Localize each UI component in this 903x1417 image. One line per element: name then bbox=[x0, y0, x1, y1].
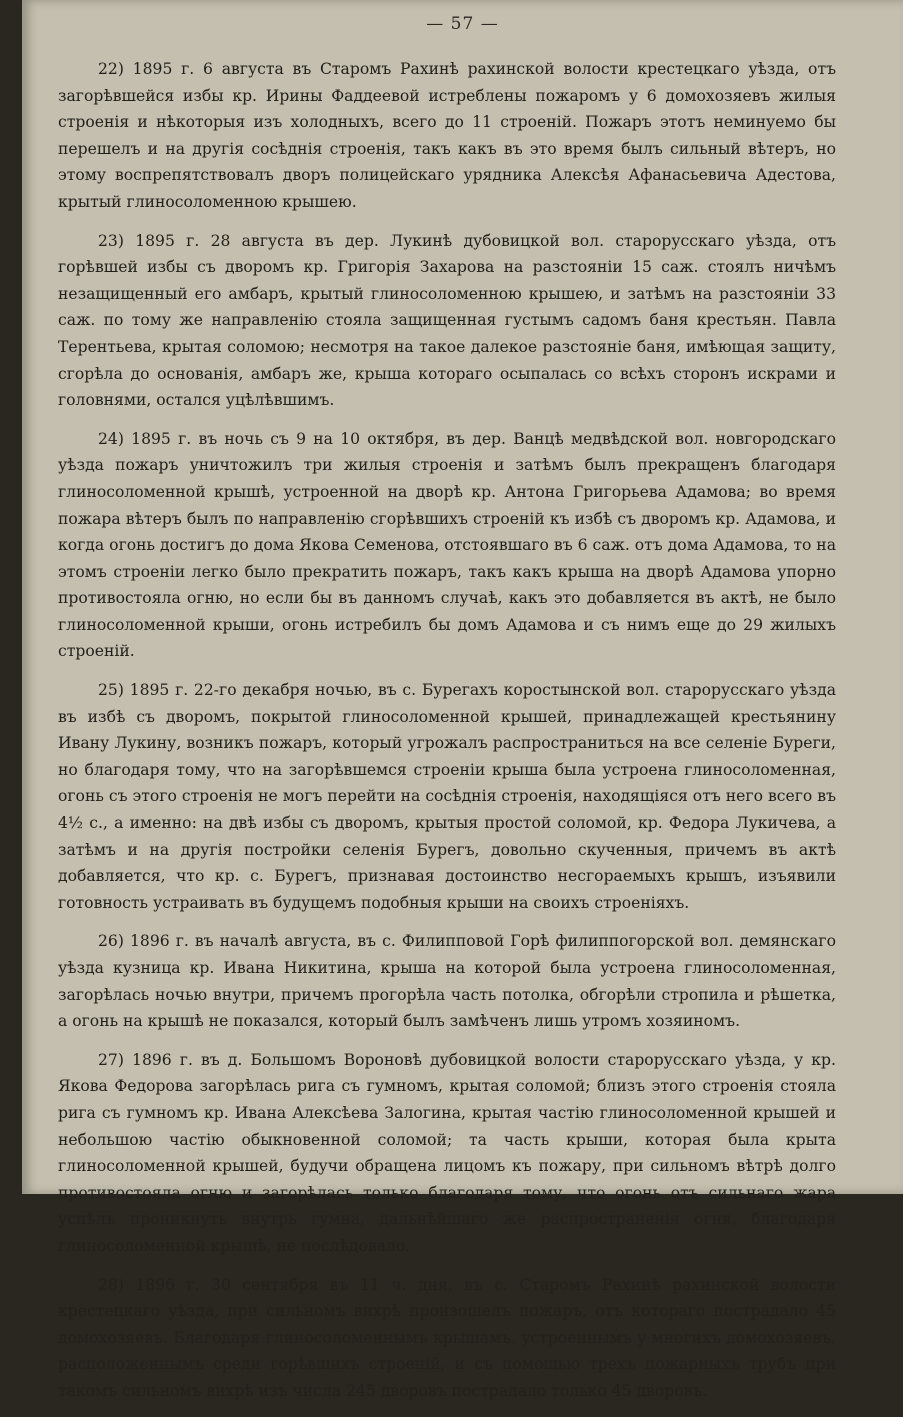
entry-23: 23) 1895 г. 28 августа въ дер. Лукинѣ дубовицкой вол. старорусскаго уѣзда, отъ горѣвшей избы съ дворомъ кр. Григорія Захарова на разстояніи 15 саж. стоялъ ничѣмъ незащищенный его амбаръ, крытый глиносоломенною крышею, и затѣмъ на разстояніи 33 саж. по тому же направленію стояла защищенная густымъ садомъ баня крестьян. Павла Терентьева, крытая соломою; несмотря на такое далекое разстояніе баня, имѣющая защиту, сгорѣла до основанія, амбаръ же, крыша котораго осыпалась со всѣхъ сторонъ искрами и головнями, остался уцѣлѣвшимъ. bbox=[58, 231, 836, 410]
entry-22: 22) 1895 г. 6 августа въ Старомъ Рахинѣ рахинской волости крестецкаго уѣзда, отъ загорѣвшейся избы кр. Ирины Фаддеевой истреблены пожаромъ у 6 домохозяевъ жилыя строенія и нѣкоторыя изъ холодныхъ, всего до 11 строеній. Пожаръ этотъ неминуемо бы перешелъ и на другія сосѣднія строенія, такъ какъ въ это время былъ сильный вѣтеръ, но этому воспрепятствовалъ дворъ полицейскаго урядника Алексѣя Афанасьевича Адестова, крытый глиносоломенною крышею. bbox=[58, 60, 836, 211]
entry-26: 26) 1896 г. въ началѣ августа, въ с. Филипповой Горѣ филиппогорской вол. демянскаго уѣзда кузница кр. Ивана Никитина, крыша на которой была устроена глиносоломенная, загорѣлась ночью внутри, причемъ прогорѣла часть потолка, обгорѣли стропила и рѣшетка, а огонь на крышѣ не показался, который былъ замѣченъ лишь утромъ хозяиномъ. bbox=[58, 932, 836, 1031]
entry-25: 25) 1895 г. 22-го декабря ночью, въ с. Бурегахъ коростынской вол. старорусскаго уѣзда въ избѣ съ дворомъ, покрытой глиносоломенной крышей, принадлежащей крестьянину Ивану Лукину, возникъ пожаръ, который угрожалъ распространиться на все селеніе Буреги, но благодаря тому, что на загорѣвшемся строеніи крыша была устроена глиносоломенная, огонь съ этого строенія не могъ перейти на сосѣднія строенія, находящіяся отъ него всего въ 4½ с., а именно: на двѣ избы съ дворомъ, крытыя простой соломой, кр. Федора Лукичева, а затѣмъ и на другія постройки селенія Бурегъ, довольно скученныя, причемъ въ актѣ добавляется, что кр. с. Бурегъ, признавая достоинство несгораемыхъ крышъ, изъявили готовность устраивать въ будущемъ подобныя крыши на своихъ строеніяхъ. bbox=[58, 681, 836, 912]
page-body bbox=[58, 56, 836, 1417]
entry-28: 28) 1896 г. 30 сентября въ 11 ч. дня, въ с. Старомъ Рахинѣ рахинской волости крестецкаго уѣзда, при сильномъ вихрѣ произошелъ пожаръ, отъ котораго пострадало 45 домохозяевъ. Благодаря глиносоломеннымъ крышамъ, устроеннымъ у многихъ домохозяевъ, расположеннымъ среди горѣвшихъ строеній, и съ помощью трехъ пожарныхъ трубъ при такомъ сильномъ вихрѣ изъ числа 245 дворовъ пострадало только 45 дворовъ. bbox=[58, 1275, 836, 1400]
page-number: — 57 — bbox=[426, 14, 499, 34]
book-page bbox=[22, 0, 903, 1400]
entry-27: 27) 1896 г. въ д. Большомъ Вороновѣ дубовицкой волости старорусскаго уѣзда, у кр. Якова Федорова загорѣлась рига съ гумномъ, крытая соломой; близъ этого строенія стояла рига съ гумномъ кр. Ивана Алексѣева Залогина, крытая частію глиносоломенной крышей и небольшою частію обыкновенной соломой; та часть крыши, которая была крыта глиносоломенной крышей, будучи обращена лицомъ къ пожару, при сильномъ вѣтрѣ долго противостояла огню и загорѣлась только благодаря тому, что огонь отъ сильнаго жара успѣлъ проникнуть внутрь гумна, дальнѣйшаго же распространенія огня, благодаря глиносоломенной крышѣ, не послѣдовало. bbox=[58, 1050, 836, 1255]
entry-24: 24) 1895 г. въ ночь съ 9 на 10 октября, въ дер. Ванцѣ медвѣдской вол. новгородскаго уѣзда пожаръ уничтожилъ три жилыя строенія и затѣмъ былъ прекращенъ благодаря глиносоломенной крышѣ, устроенной на дворѣ кр. Антона Григорьева Адамова; во время пожара вѣтеръ былъ по направленію сгорѣвшихъ строеній къ избѣ съ дворомъ кр. Адамова, и когда огонь достигъ до дома Якова Семенова, отстоявшаго въ 6 саж. отъ дома Адамова, то на этомъ строеніи легко было прекратить пожаръ, такъ какъ крыша на дворѣ Адамова упорно противостояла огню, но если бы въ данномъ случаѣ, какъ это добавляется въ актѣ, не было глиносоломенной крыши, огонь истребилъ бы домъ Адамова и съ нимъ еще до 29 жилыхъ строеній. bbox=[58, 429, 836, 661]
